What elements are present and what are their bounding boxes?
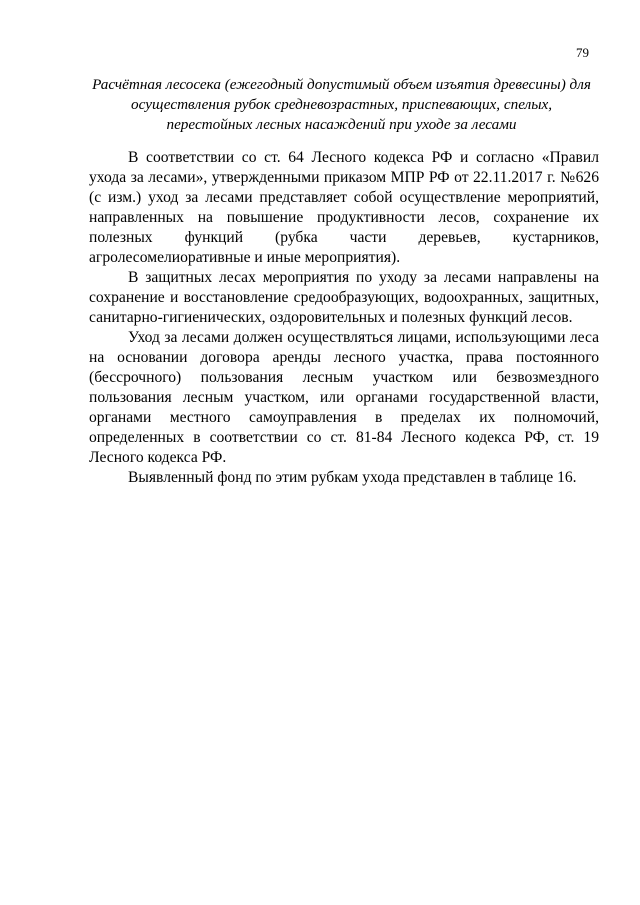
paragraph-forest-care-definition: В соответствии со ст. 64 Лесного кодекса РФ и согласно «Правил ухода за лесами», утвержденными приказом МПР РФ от 22.11.2017 г. №626 (с изм.) уход за лесами представляет собой осуществление мероприятий, направленных на повышение продуктивности лесов, сохранение их полезных функций (рубка части деревьев, кустарников, агролесомелиоративные и иные мероприятия). (89, 149, 599, 266)
section-title-line-3: перестойных лесных насаждений при уходе за лесами (166, 116, 517, 133)
page-number: 79 (576, 45, 589, 60)
paragraph-protective-forests: В защитных лесах мероприятия по уходу за лесами направлены на сохранение и восстановление средообразующих, водоохранных, защитных, санитарно-гигиенических, оздоровительных и полезных функций лесов. (89, 269, 599, 326)
paragraph-table-reference: Выявленный фонд по этим рубкам ухода представлен в таблице 16. (128, 469, 577, 486)
section-title-line-2: осуществления рубок средневозрастных, приспевающих, спелых, (130, 96, 553, 113)
section-title-line-1: Расчётная лесосека (ежегодный допустимый объем изъятия древесины) для (92, 76, 591, 93)
paragraph-responsible-parties: Уход за лесами должен осуществляться лицами, использующими леса на основании договора аренды лесного участка, права постоянного (бессрочного) пользования лесным участком или безвозмездного пользования лесным участком, или органами государственной власти, органами местного самоуправления в пределах их полномочий, определенных в соответствии со ст. 81-84 Лесного кодекса РФ, ст. 19 Лесного кодекса РФ. (89, 329, 599, 466)
section-title (84, 75, 599, 135)
body-text (89, 148, 599, 488)
